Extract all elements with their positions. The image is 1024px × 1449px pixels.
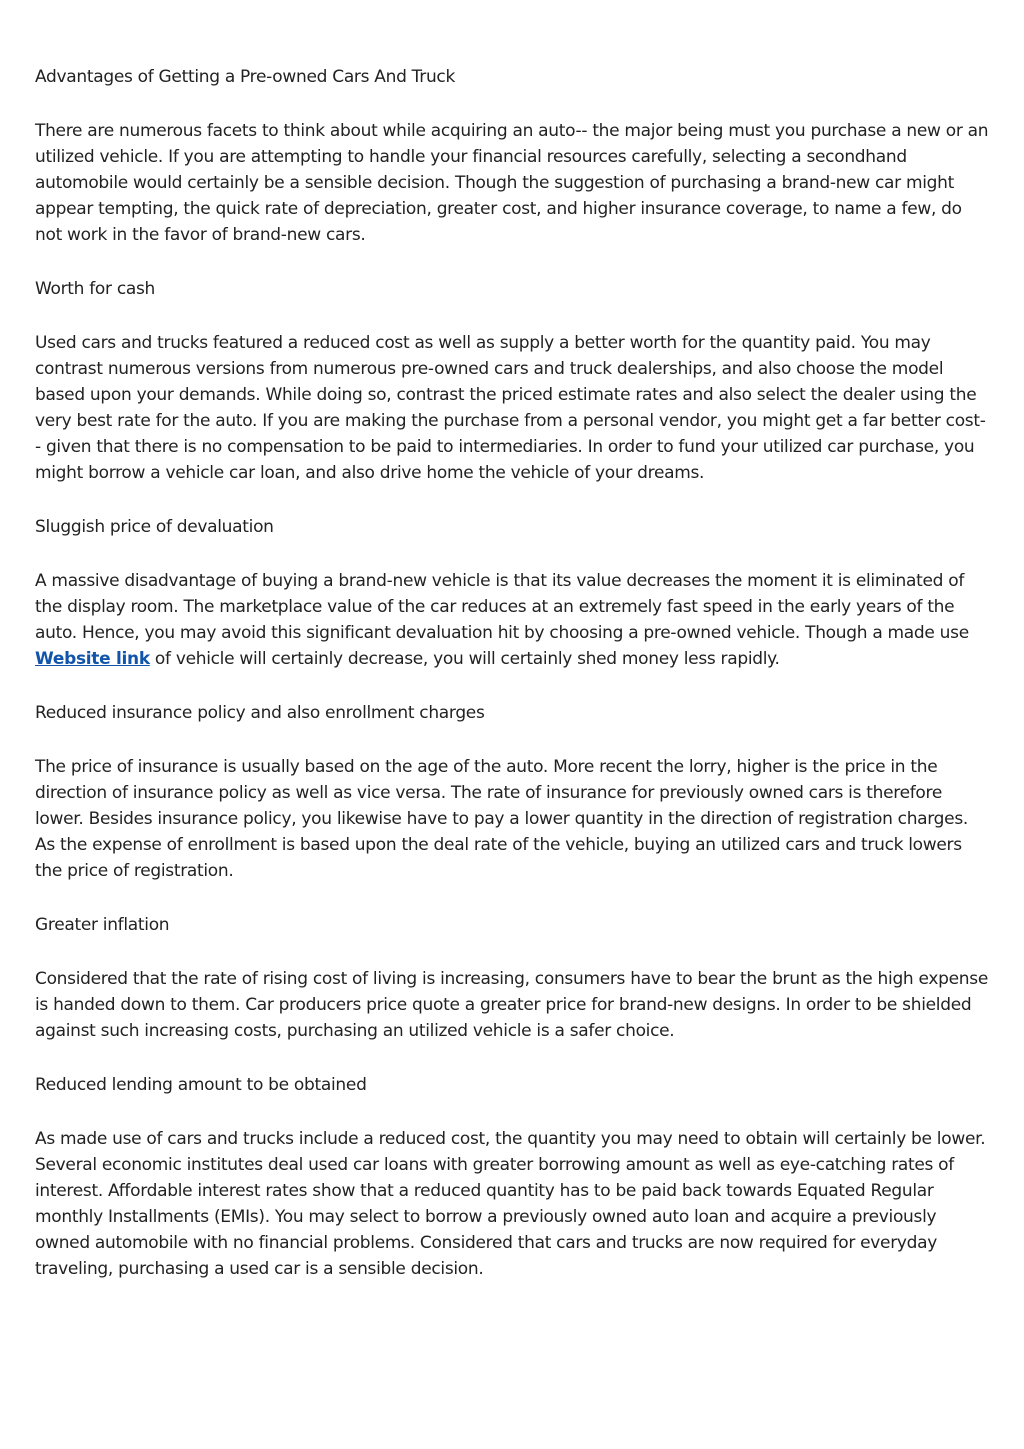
section-body-lending: As made use of cars and trucks include a reduced cost, the quantity you may need to obtain will certainly be lower. Several economic institutes deal used car loans with greater borrowing amount as well as eye-catching rates of interest. Affordable interest rates show that a reduced quantity has to be paid back towards Equated Regular monthly Installments (EMIs). You may select to borrow a previously owned auto loan and acquire a previously owned automobile with no financial problems. Considered that cars and trucks are now required for everyday traveling, purchasing a used car is a sensible decision. — [35, 1129, 986, 1279]
document-page — [35, 64, 990, 1310]
section-heading-devaluation: Sluggish price of devaluation — [35, 517, 274, 537]
website-link[interactable]: Website link — [35, 649, 150, 669]
devaluation-text-before-link: A massive disadvantage of buying a brand-new vehicle is that its value decreases the moment it is eliminated of the display room. The marketplace value of the car reduces at an extremely fast speed in the early years of the auto. Hence, you may avoid this significant devaluation hit by choosing a pre-owned vehicle. Though a made use — [35, 571, 969, 643]
section-body-insurance: The price of insurance is usually based on the age of the auto. More recent the lorry, higher is the price in the direction of insurance policy as well as vice versa. The rate of insurance for previously owned cars is therefore lower. Besides insurance policy, you likewise have to pay a lower quantity in the direction of registration charges. As the expense of enrollment is based upon the deal rate of the vehicle, buying an utilized cars and truck lowers the price of registration. — [35, 757, 968, 881]
section-heading-worth: Worth for cash — [35, 279, 156, 299]
devaluation-text-after-link: of vehicle will certainly decrease, you will certainly shed money less rapidly. — [149, 649, 780, 669]
section-body-inflation: Considered that the rate of rising cost of living is increasing, consumers have to bear the brunt as the high expense is handed down to them. Car producers price quote a greater price for brand-new designs. In order to be shielded against such increasing costs, purchasing an utilized vehicle is a safer choice. — [35, 969, 988, 1041]
section-heading-lending: Reduced lending amount to be obtained — [35, 1075, 367, 1095]
intro-paragraph: There are numerous facets to think about while acquiring an auto-- the major being must you purchase a new or an utilized vehicle. If you are attempting to handle your financial resources carefully, selecting a secondhand automobile would certainly be a sensible decision. Though the suggestion of purchasing a brand-new car might appear tempting, the quick rate of depreciation, greater cost, and higher insurance coverage, to name a few, do not work in the favor of brand-new cars. — [35, 121, 989, 245]
section-heading-inflation: Greater inflation — [35, 915, 170, 935]
section-body-devaluation — [35, 568, 990, 672]
section-heading-insurance: Reduced insurance policy and also enrollment charges — [35, 703, 485, 723]
section-body-worth: Used cars and trucks featured a reduced cost as well as supply a better worth for the quantity paid. You may contrast numerous versions from numerous pre-owned cars and truck dealerships, and also choose the model based upon your demands. While doing so, contrast the priced estimate rates and also select the dealer using the very best rate for the auto. If you are making the purchase from a personal vendor, you might get a far better cost-- given that there is no compensation to be paid to intermediaries. In order to fund your utilized car purchase, you might borrow a vehicle car loan, and also drive home the vehicle of your dreams. — [35, 333, 986, 483]
document-title: Advantages of Getting a Pre-owned Cars And Truck — [35, 67, 456, 87]
